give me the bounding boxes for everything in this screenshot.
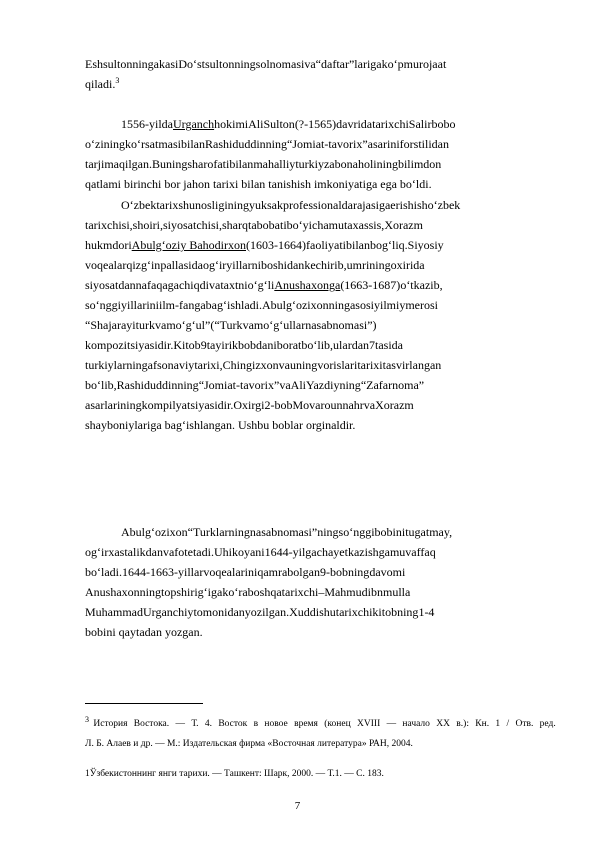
word: bagʻishladi. <box>205 298 262 312</box>
word: Movarounnahr <box>292 398 364 412</box>
paragraph-urganch <box>85 114 556 194</box>
word: qamrab <box>257 565 294 579</box>
word: ta <box>206 338 216 352</box>
word: xastalikdan <box>108 545 163 559</box>
paragraph-continuation <box>85 54 556 94</box>
text-line <box>85 375 556 395</box>
word: koʻrsatmasi <box>125 137 181 151</box>
word: bilan <box>345 238 370 252</box>
word: yuksak <box>249 198 283 212</box>
word: ред. <box>539 719 556 729</box>
word: 4. <box>204 719 212 729</box>
word: nafaqaga <box>135 278 179 292</box>
word: oʻzbek <box>427 198 461 212</box>
word: oxirida <box>390 258 425 272</box>
text-line <box>85 114 556 134</box>
word: XX <box>436 719 450 729</box>
word: 1556-yilda <box>121 117 173 131</box>
word: 2-bob <box>264 398 293 412</box>
word: tarixchi <box>281 585 319 599</box>
word: tilidan <box>418 137 450 151</box>
word: в.): <box>456 719 469 729</box>
text-line: qatlami birinchi bor jahon tarixi bilan tanishish imkoniyatiga ega boʻldi. <box>85 177 432 191</box>
word: Kitob <box>173 338 201 352</box>
word: Ali <box>290 378 307 392</box>
word: Oxirgi <box>233 398 265 412</box>
word: shu <box>319 605 336 619</box>
word: Anushaxonning <box>85 585 161 599</box>
word: (1663-1687) <box>340 278 401 292</box>
word: ogʻir <box>202 258 227 272</box>
word: sharofati <box>187 157 230 171</box>
word: в <box>253 719 259 729</box>
word: iborat <box>273 338 302 352</box>
word: Buning <box>151 157 188 171</box>
word: asosiy <box>349 298 380 312</box>
word: soʻnggi <box>85 298 121 312</box>
footnote-ref[interactable]: 3 <box>115 76 120 85</box>
word: bobdan <box>238 338 274 352</box>
word: va <box>279 378 291 392</box>
text-line <box>85 542 556 562</box>
word: asarlarining <box>85 398 142 412</box>
word: tasida <box>375 338 404 352</box>
word: 7 <box>369 338 376 352</box>
word: va <box>304 57 316 71</box>
word: tarjima <box>85 157 119 171</box>
word: (?-1565) <box>294 117 337 131</box>
word: tabobati <box>248 218 287 232</box>
word: boʻyicha <box>286 218 329 232</box>
word: Eshsultonning <box>85 57 154 71</box>
word: Siyosiy <box>407 238 444 252</box>
text-line <box>85 315 556 335</box>
word: va <box>208 278 221 292</box>
word: hokimi <box>214 117 249 131</box>
word: siyosatchisi, <box>163 218 222 232</box>
footnote-1 <box>85 764 556 784</box>
word: siyosatdan <box>85 278 136 292</box>
word: bogʻliq. <box>369 238 408 252</box>
word: koʻra <box>222 585 248 599</box>
footnote-marker: 3 <box>85 714 89 724</box>
hyperlink[interactable]: Abulgʻoziy Bahodirxon <box>131 238 246 252</box>
word: bobini <box>374 525 406 539</box>
word: tarixchi <box>335 605 373 619</box>
word: vafot <box>162 545 188 559</box>
word: Mahmud <box>324 585 368 599</box>
word: — <box>386 719 397 729</box>
word: darajasiga <box>341 198 391 212</box>
word: “Jomi <box>198 378 228 392</box>
word: chiqdi <box>178 278 209 292</box>
word: hukmdori <box>85 238 132 252</box>
word: oʻzining <box>85 137 125 151</box>
word: aholining <box>352 157 398 171</box>
word: (конец <box>324 719 351 729</box>
word: tarixi, <box>194 358 223 372</box>
word: tomonidan <box>193 605 245 619</box>
word: tarixi <box>357 358 383 372</box>
word: nasabnomasi”) <box>305 318 377 332</box>
text-line: qiladi.$^3$ <box>85 76 120 91</box>
text-line <box>85 562 556 582</box>
word: nasabnomasi”ning <box>249 525 339 539</box>
text-line <box>85 255 556 275</box>
word: va <box>155 318 167 332</box>
footnote-line: Ўзбекистоннинг янги тарихи. — Ташкент: Шарк, 2000. — Т.1. — С. 183. <box>89 769 384 779</box>
text-line <box>85 235 556 255</box>
word: va <box>242 318 254 332</box>
word: “Zafarnoma” <box>360 378 425 392</box>
word: (“Turk <box>210 318 243 332</box>
word: Chingizxon <box>222 358 279 372</box>
word: Doʻstsultonning <box>178 57 256 71</box>
word: muvaffaq <box>389 545 436 559</box>
word: murojaat <box>403 57 447 71</box>
word: Востока. <box>133 719 170 729</box>
word: qilgan. <box>118 157 152 171</box>
word: Oʻzbek <box>121 198 157 212</box>
word: va <box>278 358 290 372</box>
word: 9-bobning <box>319 565 370 579</box>
word: bilan <box>229 157 254 171</box>
text-line <box>85 295 556 315</box>
word: Xorazm <box>375 398 414 412</box>
word: время <box>294 719 318 729</box>
word: 9 <box>200 338 207 352</box>
word: Urganchiy <box>143 605 194 619</box>
word: tarixchisi, <box>85 218 133 232</box>
word: Sulton <box>263 117 295 131</box>
footnote-separator <box>85 703 203 704</box>
word: asarini <box>367 137 400 151</box>
word: yillarni <box>226 258 261 272</box>
text-line <box>85 195 556 215</box>
word: turkiylarning <box>85 358 148 372</box>
word: umrining <box>346 258 391 272</box>
word: taxtni <box>220 278 248 292</box>
word: kompilyatsiyasidir. <box>141 398 234 412</box>
word: at-tavorix” <box>315 137 368 151</box>
word: tasvirlangan <box>382 358 442 372</box>
word: kitobning <box>372 605 419 619</box>
word: at-tavorix” <box>227 378 280 392</box>
word: kechirib, <box>304 258 347 272</box>
footnote-marker: 1 <box>85 769 90 779</box>
word: boshqa <box>247 585 282 599</box>
word: Rashiduddinning <box>116 378 199 392</box>
word: turkiyzabon <box>295 157 353 171</box>
word: mahalliy <box>253 157 296 171</box>
text-line <box>85 215 556 235</box>
page-number: 7 <box>294 800 301 812</box>
text-line <box>85 582 556 602</box>
word: ilmiy <box>379 298 406 312</box>
word: Salir <box>408 117 432 131</box>
word: pallasida <box>160 258 203 272</box>
word: boʻlib, <box>301 338 334 352</box>
word: solnomasi <box>255 57 305 71</box>
word: Muhammad <box>85 605 143 619</box>
word: Кн. <box>475 719 490 729</box>
word: tugatmay, <box>405 525 453 539</box>
footnote-3 <box>85 714 556 754</box>
word: voqealar <box>85 258 127 272</box>
word: va <box>363 398 376 412</box>
hyperlink[interactable]: Anushaxonga <box>274 278 341 292</box>
word: koʻp <box>381 57 404 71</box>
word: Ali <box>248 117 264 131</box>
word: oʻtkazib, <box>400 278 443 292</box>
word: professional <box>283 198 342 212</box>
word: yetkazishga <box>333 545 390 559</box>
word: Xuddi <box>289 605 320 619</box>
word: boʻlib, <box>85 378 117 392</box>
word: afsonaviy <box>147 358 195 372</box>
word: Abulgʻozixon <box>121 525 188 539</box>
word: voqealarini <box>203 565 258 579</box>
word: vorislari <box>317 358 358 372</box>
text-line <box>85 154 556 174</box>
word: turk <box>135 318 155 332</box>
text-line <box>85 602 556 622</box>
word: erishish <box>390 198 428 212</box>
word: moʻgʻul” <box>166 318 211 332</box>
word: 1-4 <box>418 605 435 619</box>
word: oʻgʻli <box>247 278 275 292</box>
word: tarixshunosligining <box>156 198 249 212</box>
word: faoliyati <box>306 238 346 252</box>
word: uning <box>289 358 318 372</box>
text-line <box>85 134 556 154</box>
word: akasi <box>153 57 179 71</box>
word: 1644-yilgacha <box>264 545 334 559</box>
word: hikoyani <box>222 545 265 559</box>
footnote-line <box>85 714 556 734</box>
word: davrida <box>336 117 373 131</box>
word: U <box>213 545 223 559</box>
text-line <box>85 355 556 375</box>
word: “Turklarning <box>187 525 250 539</box>
word: Отв. <box>515 719 534 729</box>
word: начало <box>402 719 430 729</box>
footnote-line: Л. Б. Алаев и др. — М.: Издательская фирма «Восточная литература» РАН, 2004. <box>85 739 413 749</box>
word: kompozitsiyasidir. <box>85 338 174 352</box>
word: sharq <box>222 218 248 232</box>
word: merosi <box>405 298 438 312</box>
text-line: bobini qaytadan yozgan. <box>85 625 203 639</box>
word: / <box>506 719 510 729</box>
word: новое <box>264 719 288 729</box>
text-line <box>85 275 556 295</box>
word: fors <box>399 137 419 151</box>
word: tarixchi <box>372 117 409 131</box>
word: “Shajarayi <box>85 318 136 332</box>
text-line <box>85 335 556 355</box>
word: История <box>93 719 128 729</box>
word: Abulgʻozixonning <box>261 298 350 312</box>
word: “Jomi <box>287 137 316 151</box>
text-line <box>85 522 556 542</box>
word: XVIII <box>357 719 381 729</box>
word: yozilgan. <box>244 605 290 619</box>
text-line <box>85 54 556 74</box>
word: 1644-1663-yillar <box>122 565 204 579</box>
word: ibn <box>367 585 383 599</box>
word: bilimdon <box>397 157 442 171</box>
word: yirik <box>215 338 239 352</box>
word: (1603-1664) <box>246 238 306 252</box>
word: ulardan <box>333 338 370 352</box>
word: Восток <box>218 719 248 729</box>
word: soʻnggi <box>338 525 375 539</box>
word: – <box>318 585 325 599</box>
word: ogʻir <box>85 545 109 559</box>
word: yillarini <box>121 298 159 312</box>
word: Rashiduddinning <box>205 137 288 151</box>
word: topshirigʻiga <box>161 585 223 599</box>
word: bilan <box>181 137 205 151</box>
word: — <box>175 719 185 729</box>
word: “daftar”lariga <box>315 57 382 71</box>
word: davomi <box>369 565 406 579</box>
paragraph-nasabnoma <box>85 522 556 642</box>
word: Yazdiyning <box>306 378 361 392</box>
word: Xorazm <box>384 218 423 232</box>
word: boʻladi. <box>85 565 122 579</box>
text-line: shayboniylariga bagʻishlangan. Ushbu boblar orginaldir. <box>85 418 356 432</box>
word: etadi. <box>187 545 214 559</box>
word: mulla <box>383 585 411 599</box>
word: olgan <box>293 565 320 579</box>
paragraph-abulgozi <box>85 195 556 435</box>
word: bobo <box>431 117 456 131</box>
word: boshidan <box>260 258 305 272</box>
word: Т. <box>191 719 199 729</box>
word: shoiri, <box>132 218 163 232</box>
word: mutaxassis, <box>328 218 385 232</box>
word: qizgʻin <box>126 258 161 272</box>
word: moʻgʻullar <box>253 318 306 332</box>
hyperlink[interactable]: Urganch <box>173 117 215 131</box>
text-line <box>85 395 556 415</box>
word: ilm-fanga <box>159 298 206 312</box>
word: 1 <box>495 719 501 729</box>
